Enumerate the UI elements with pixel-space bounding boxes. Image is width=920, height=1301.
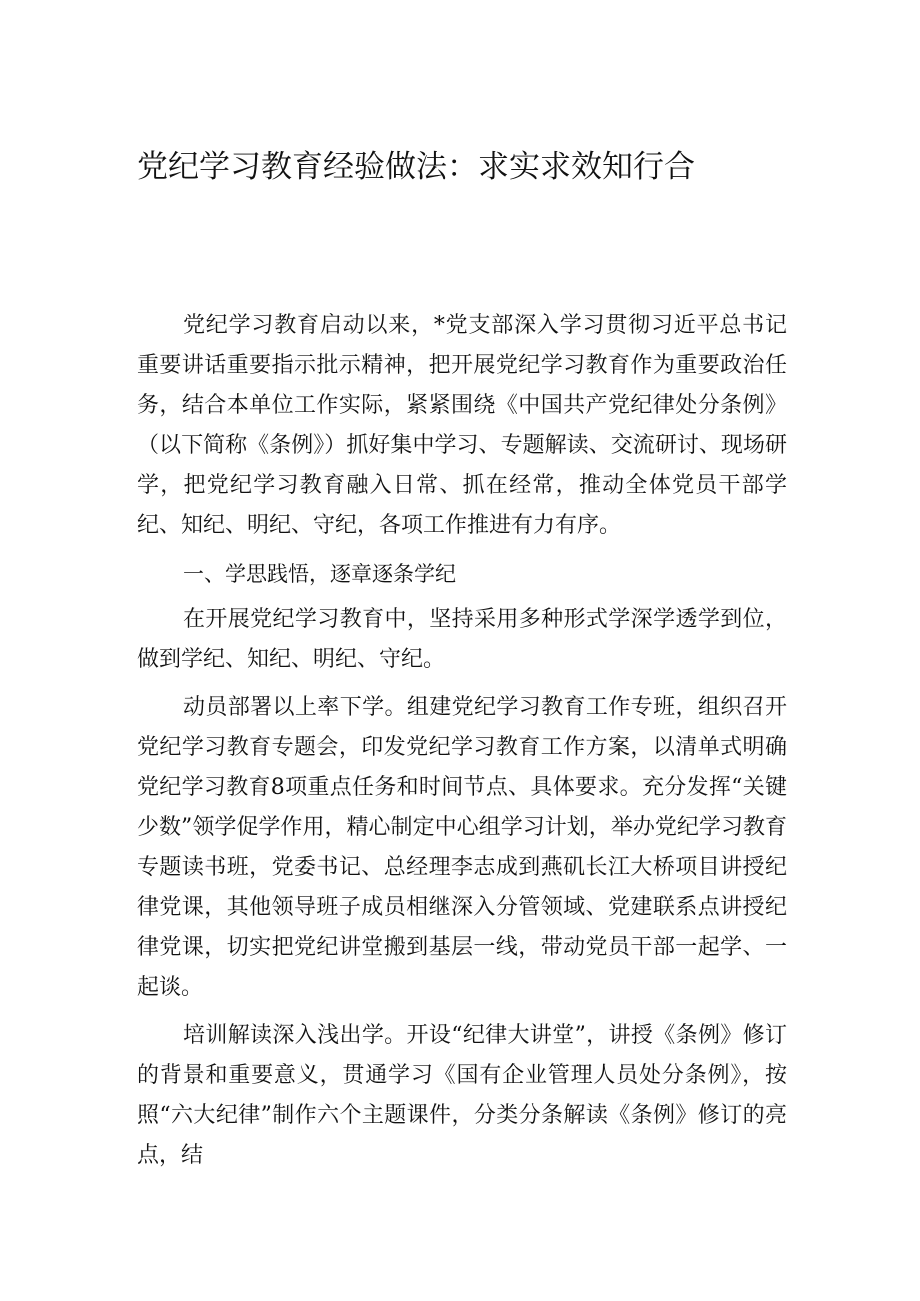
document-title: 党纪学习教育经验做法：求实求效知行合: [137, 149, 695, 185]
intro-paragraph: 党纪学习教育启动以来，*党支部深入学习贯彻习近平总书记重要讲话重要指示批示精神，把开展党纪学习教育作为重要政治任务，结合本单位工作实际，紧紧围绕《中国共产党纪律处分条例》（以下简称《条例》）抓好集中学习、专题解读、交流研讨、现场研学，把党纪学习教育融入日常、抓在经常，推动全体党员干部学纪、知纪、明纪、守纪，各项工作推进有力有序。: [137, 313, 787, 538]
document-body: [137, 306, 787, 1184]
section1-paragraph-1: 在开展党纪学习教育中，坚持采用多种形式学深学透学到位，做到学纪、知纪、明纪、守纪。: [137, 607, 787, 672]
section1-paragraph-2: 动员部署以上率下学。组建党纪学习教育工作专班，组织召开党纪学习教育专题会，印发党纪学习教育工作方案，以清单式明确党纪学习教育8项重点任务和时间节点、具体要求。充分发挥“关键少数”领学促学作用，精心制定中心组学习计划，举办党纪学习教育专题读书班，党委书记、总经理李志成到燕矶长江大桥项目讲授纪律党课，其他领导班子成员相继深入分管领域、党建联系点讲授纪律党课，切实把党纪讲堂搬到基层一线，带动党员干部一起学、一起谈。: [137, 695, 787, 1000]
section1-paragraph-3: 培训解读深入浅出学。开设“纪律大讲堂”，讲授《条例》修订的背景和重要意义，贯通学习《国有企业管理人员处分条例》，按照“六大纪律”制作六个主题课件，分类分条解读《条例》修订的亮点，结: [137, 1023, 787, 1168]
section-heading-1: 一、学思践悟，逐章逐条学纪: [183, 562, 456, 586]
